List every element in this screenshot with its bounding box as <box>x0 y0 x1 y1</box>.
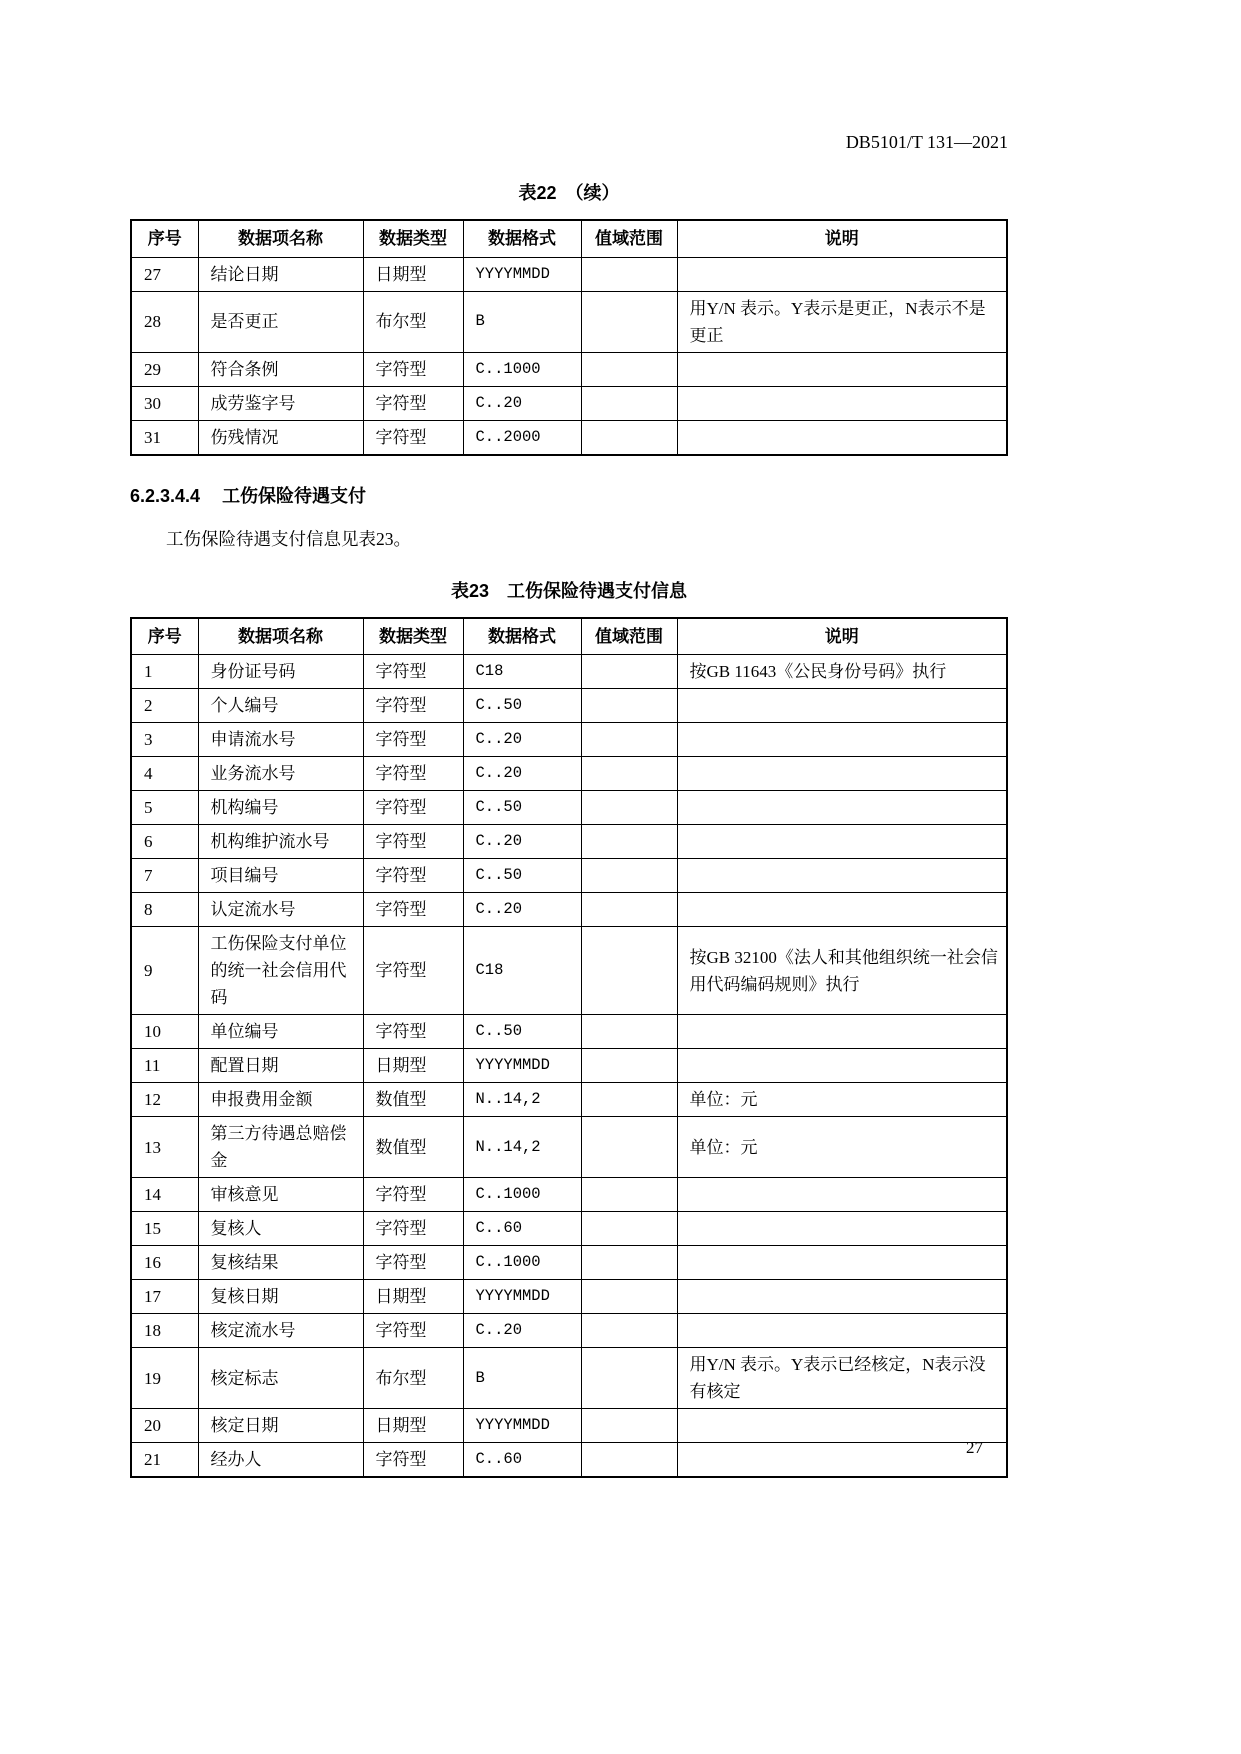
column-header: 数据格式 <box>463 220 581 257</box>
table-cell: 认定流水号 <box>198 893 363 927</box>
table-cell: 字符型 <box>363 655 463 689</box>
table-cell: C..1000 <box>463 1246 581 1280</box>
table-cell <box>581 1117 677 1178</box>
table-cell: 伤残情况 <box>198 420 363 455</box>
table-cell: C..20 <box>463 386 581 420</box>
table-cell: 13 <box>131 1117 198 1178</box>
table-cell: 14 <box>131 1178 198 1212</box>
table-cell <box>581 757 677 791</box>
table-cell: 字符型 <box>363 420 463 455</box>
table-row <box>131 352 1007 386</box>
table-cell: 日期型 <box>363 1280 463 1314</box>
table-row <box>131 1117 1007 1178</box>
table-cell: 字符型 <box>363 1212 463 1246</box>
table-cell: 3 <box>131 723 198 757</box>
table-cell <box>581 723 677 757</box>
body-paragraph: 工伤保险待遇支付信息见表23。 <box>166 528 411 549</box>
table-cell: 数值型 <box>363 1117 463 1178</box>
table-cell: 符合条例 <box>198 352 363 386</box>
table-cell <box>677 257 1007 291</box>
table-cell <box>581 927 677 1015</box>
table-cell: 工伤保险支付单位的统一社会信用代码 <box>198 927 363 1015</box>
table-row <box>131 1178 1007 1212</box>
table-cell <box>677 1280 1007 1314</box>
table-cell: 28 <box>131 291 198 352</box>
column-header: 说明 <box>677 220 1007 257</box>
table-cell: 第三方待遇总赔偿金 <box>198 1117 363 1178</box>
table-cell <box>581 420 677 455</box>
table-cell: 是否更正 <box>198 291 363 352</box>
table-row <box>131 791 1007 825</box>
table22-title: 表22 （续） <box>518 183 620 203</box>
column-header: 数据项名称 <box>198 618 363 655</box>
table-cell: 日期型 <box>363 1049 463 1083</box>
table-cell: 审核意见 <box>198 1178 363 1212</box>
table-cell: 11 <box>131 1049 198 1083</box>
table-cell: 日期型 <box>363 1409 463 1443</box>
table-cell <box>677 689 1007 723</box>
table-cell: 30 <box>131 386 198 420</box>
table-cell: 核定标志 <box>198 1348 363 1409</box>
table-row <box>131 1212 1007 1246</box>
table-cell: 8 <box>131 893 198 927</box>
table-cell: 身份证号码 <box>198 655 363 689</box>
table-cell: 配置日期 <box>198 1049 363 1083</box>
table-row <box>131 1280 1007 1314</box>
table-cell: 用Y/N 表示。Y表示已经核定，N表示没有核定 <box>677 1348 1007 1409</box>
table-row <box>131 893 1007 927</box>
table-cell: 字符型 <box>363 927 463 1015</box>
table-cell: 机构维护流水号 <box>198 825 363 859</box>
table-cell <box>581 1015 677 1049</box>
table-cell: B <box>463 1348 581 1409</box>
table-row <box>131 1049 1007 1083</box>
table-cell: 字符型 <box>363 825 463 859</box>
table-row <box>131 1083 1007 1117</box>
table-cell: 单位编号 <box>198 1015 363 1049</box>
page-number: 27 <box>966 1438 983 1457</box>
table-cell <box>581 859 677 893</box>
table-cell: 按GB 32100《法人和其他组织统一社会信用代码编码规则》执行 <box>677 927 1007 1015</box>
table-cell: 31 <box>131 420 198 455</box>
table-cell: C..20 <box>463 1314 581 1348</box>
table-cell: 用Y/N 表示。Y表示是更正，N表示不是更正 <box>677 291 1007 352</box>
table-cell: 核定流水号 <box>198 1314 363 1348</box>
table-row <box>131 291 1007 352</box>
table-cell: 项目编号 <box>198 859 363 893</box>
table-cell <box>677 420 1007 455</box>
table-cell: 7 <box>131 859 198 893</box>
table-cell: 4 <box>131 757 198 791</box>
table-cell <box>581 791 677 825</box>
table-cell <box>581 257 677 291</box>
column-header: 序号 <box>131 618 198 655</box>
table-cell: 字符型 <box>363 1443 463 1478</box>
table-cell: 数值型 <box>363 1083 463 1117</box>
table-cell: 27 <box>131 257 198 291</box>
table-cell <box>677 1314 1007 1348</box>
table-cell: 字符型 <box>363 757 463 791</box>
table-cell: 18 <box>131 1314 198 1348</box>
page-content <box>130 132 1008 1478</box>
table-cell: YYYYMMDD <box>463 1280 581 1314</box>
section-number: 6.2.3.4.4 <box>130 485 201 506</box>
doc-code: DB5101/T 131—2021 <box>845 132 1008 152</box>
table-cell: 字符型 <box>363 386 463 420</box>
table-cell: 20 <box>131 1409 198 1443</box>
table-row <box>131 1015 1007 1049</box>
table-cell <box>581 1348 677 1409</box>
table-cell <box>581 291 677 352</box>
column-header: 说明 <box>677 618 1007 655</box>
table-cell: 字符型 <box>363 1015 463 1049</box>
table-cell: 字符型 <box>363 791 463 825</box>
table-cell: C18 <box>463 927 581 1015</box>
table-cell <box>581 1280 677 1314</box>
column-header: 数据类型 <box>363 220 463 257</box>
table-cell: C..50 <box>463 689 581 723</box>
table23 <box>130 617 1008 1479</box>
table-cell: 核定日期 <box>198 1409 363 1443</box>
table-cell: 机构编号 <box>198 791 363 825</box>
table23-title: 表23 工伤保险待遇支付信息 <box>450 580 688 601</box>
table-cell: 单位：元 <box>677 1117 1007 1178</box>
table-cell: 申报费用金额 <box>198 1083 363 1117</box>
table-cell <box>677 1049 1007 1083</box>
table-cell: 复核人 <box>198 1212 363 1246</box>
table-row <box>131 723 1007 757</box>
table-cell: 结论日期 <box>198 257 363 291</box>
table-row <box>131 1246 1007 1280</box>
table-cell <box>581 1212 677 1246</box>
table-cell <box>677 1178 1007 1212</box>
table-cell: C..50 <box>463 791 581 825</box>
table-cell: C..2000 <box>463 420 581 455</box>
table-cell: C..20 <box>463 757 581 791</box>
table-cell: N..14,2 <box>463 1117 581 1178</box>
table-cell <box>581 1178 677 1212</box>
table-cell: 经办人 <box>198 1443 363 1478</box>
table-cell <box>581 825 677 859</box>
table-cell: 申请流水号 <box>198 723 363 757</box>
table-cell <box>581 386 677 420</box>
table-cell: 12 <box>131 1083 198 1117</box>
table-row <box>131 757 1007 791</box>
column-header: 序号 <box>131 220 198 257</box>
table-cell <box>677 859 1007 893</box>
table-cell: 5 <box>131 791 198 825</box>
table-row <box>131 386 1007 420</box>
table-cell <box>581 655 677 689</box>
table-cell: 21 <box>131 1443 198 1478</box>
table-cell: C..60 <box>463 1212 581 1246</box>
table-cell: 9 <box>131 927 198 1015</box>
table-cell <box>677 1212 1007 1246</box>
table-cell <box>581 689 677 723</box>
table-cell: 字符型 <box>363 1314 463 1348</box>
table-cell: 6 <box>131 825 198 859</box>
table-cell: C..20 <box>463 723 581 757</box>
table-cell: C..50 <box>463 859 581 893</box>
table-cell <box>581 1314 677 1348</box>
column-header: 数据格式 <box>463 618 581 655</box>
table-row <box>131 1348 1007 1409</box>
table-cell: 字符型 <box>363 689 463 723</box>
table-cell: B <box>463 291 581 352</box>
table-header-row <box>131 220 1007 257</box>
table-cell: C..20 <box>463 825 581 859</box>
table-cell: 16 <box>131 1246 198 1280</box>
table-cell: N..14,2 <box>463 1083 581 1117</box>
table-cell: C..20 <box>463 893 581 927</box>
table-cell: 2 <box>131 689 198 723</box>
table-cell <box>677 791 1007 825</box>
section-title: 工伤保险待遇支付 <box>222 485 367 506</box>
table-cell: 个人编号 <box>198 689 363 723</box>
table-cell: 29 <box>131 352 198 386</box>
table-cell <box>581 1083 677 1117</box>
table-cell: 业务流水号 <box>198 757 363 791</box>
table-cell <box>677 723 1007 757</box>
table-row <box>131 689 1007 723</box>
table-cell: C..50 <box>463 1015 581 1049</box>
table-cell: YYYYMMDD <box>463 1409 581 1443</box>
table-cell <box>581 352 677 386</box>
table-cell: 字符型 <box>363 859 463 893</box>
column-header: 数据类型 <box>363 618 463 655</box>
table-cell: YYYYMMDD <box>463 257 581 291</box>
table-cell: 单位：元 <box>677 1083 1007 1117</box>
table-cell: 10 <box>131 1015 198 1049</box>
table-cell: 字符型 <box>363 1178 463 1212</box>
table-row <box>131 420 1007 455</box>
table-header-row <box>131 618 1007 655</box>
table-row <box>131 1314 1007 1348</box>
table-cell <box>677 825 1007 859</box>
table-cell: C..1000 <box>463 1178 581 1212</box>
table-row <box>131 257 1007 291</box>
table-cell <box>581 893 677 927</box>
table-row <box>131 859 1007 893</box>
table-cell <box>677 1015 1007 1049</box>
table-row <box>131 655 1007 689</box>
table-cell: YYYYMMDD <box>463 1049 581 1083</box>
table-cell: 布尔型 <box>363 1348 463 1409</box>
table-cell: 日期型 <box>363 257 463 291</box>
table-cell <box>677 1246 1007 1280</box>
table-row <box>131 825 1007 859</box>
table-cell: 15 <box>131 1212 198 1246</box>
table-cell <box>581 1246 677 1280</box>
table-cell: C..60 <box>463 1443 581 1478</box>
table-cell: 字符型 <box>363 1246 463 1280</box>
table-cell: 17 <box>131 1280 198 1314</box>
table22 <box>130 219 1008 456</box>
table-cell <box>677 386 1007 420</box>
table-cell: 按GB 11643《公民身份号码》执行 <box>677 655 1007 689</box>
column-header: 值域范围 <box>581 220 677 257</box>
table-cell <box>677 352 1007 386</box>
table-cell: 成劳鉴字号 <box>198 386 363 420</box>
table-cell: 字符型 <box>363 352 463 386</box>
table-cell: 字符型 <box>363 893 463 927</box>
table-cell: 1 <box>131 655 198 689</box>
table-row <box>131 927 1007 1015</box>
section-heading <box>130 482 1008 508</box>
table-cell: 复核结果 <box>198 1246 363 1280</box>
column-header: 值域范围 <box>581 618 677 655</box>
table-cell <box>677 757 1007 791</box>
column-header: 数据项名称 <box>198 220 363 257</box>
table-cell <box>677 893 1007 927</box>
table-cell: 布尔型 <box>363 291 463 352</box>
table-cell: C..1000 <box>463 352 581 386</box>
table-cell: 复核日期 <box>198 1280 363 1314</box>
table-cell: C18 <box>463 655 581 689</box>
table-cell: 字符型 <box>363 723 463 757</box>
table-cell: 19 <box>131 1348 198 1409</box>
table-cell <box>581 1049 677 1083</box>
